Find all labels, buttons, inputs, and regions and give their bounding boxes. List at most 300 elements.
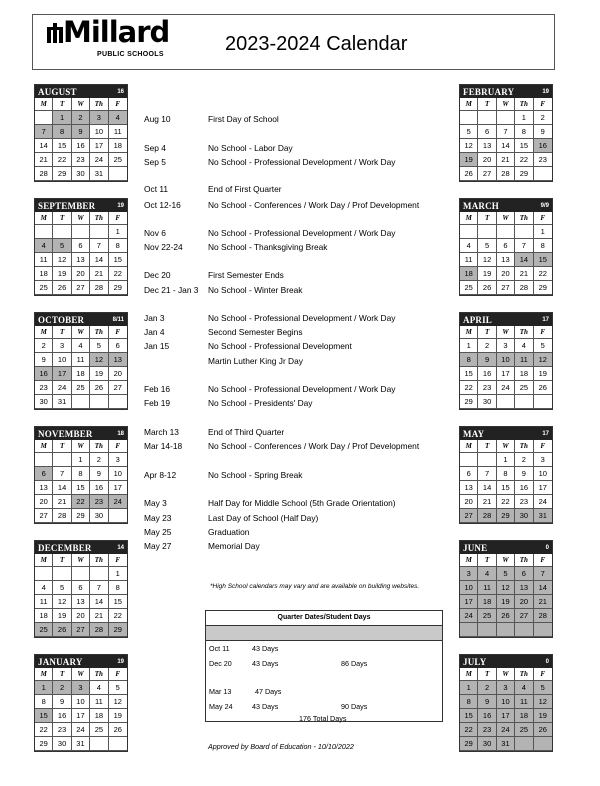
event-date: Sep 5 [144, 157, 166, 167]
day-cell: 4 [109, 111, 127, 125]
month-calendar-august [34, 84, 128, 182]
day-cell: 27 [72, 281, 90, 295]
day-cell [53, 453, 71, 467]
weekday-label: Th [515, 326, 533, 339]
month-calendar-february [459, 84, 553, 182]
day-cell: 28 [90, 623, 108, 637]
day-cell: 21 [53, 495, 71, 509]
day-cell: 24 [460, 609, 478, 623]
event-description: No School - Conferences / Work Day / Prof Development [208, 200, 420, 210]
day-cell [90, 225, 108, 239]
day-cell: 10 [460, 581, 478, 595]
day-cell: 27 [497, 281, 515, 295]
day-cell: 28 [478, 509, 496, 523]
day-cell: 3 [90, 111, 108, 125]
day-cell: 15 [497, 481, 515, 495]
day-cell: 29 [35, 737, 53, 751]
month-name: SEPTEMBER [38, 200, 96, 211]
day-cell [460, 111, 478, 125]
month-day-grid [460, 668, 552, 751]
logo-subtitle: PUBLIC SCHOOLS [97, 51, 164, 58]
weekday-label: F [534, 98, 552, 111]
day-cell: 26 [53, 281, 71, 295]
quarter-table-band [206, 626, 442, 641]
day-cell: 28 [497, 167, 515, 181]
day-cell: 17 [109, 481, 127, 495]
day-cell: 29 [109, 281, 127, 295]
day-cell: 14 [90, 595, 108, 609]
day-cell: 21 [497, 153, 515, 167]
day-cell: 11 [109, 125, 127, 139]
day-cell: 23 [478, 723, 496, 737]
day-cell [478, 623, 496, 637]
month-day-count: 17 [542, 430, 549, 437]
day-cell: 6 [72, 239, 90, 253]
day-cell: 19 [90, 367, 108, 381]
weekday-label: M [35, 668, 53, 681]
month-day-count: 17 [542, 316, 549, 323]
day-cell [72, 567, 90, 581]
day-cell: 3 [460, 567, 478, 581]
event-description: End of First Quarter [208, 184, 282, 194]
month-header [35, 541, 127, 554]
q3-days: 47 Days [255, 687, 282, 696]
day-cell: 14 [534, 581, 552, 595]
weekday-label: W [72, 98, 90, 111]
event-date: Feb 19 [144, 398, 171, 408]
day-cell: 10 [90, 125, 108, 139]
day-cell: 5 [109, 681, 127, 695]
weekday-label: M [460, 326, 478, 339]
page-title: 2023-2024 Calendar [225, 33, 408, 55]
day-cell: 1 [534, 225, 552, 239]
month-name: JUNE [463, 542, 488, 553]
weekday-label: M [35, 440, 53, 453]
day-cell: 19 [534, 367, 552, 381]
day-cell: 9 [53, 695, 71, 709]
day-cell [72, 225, 90, 239]
weekday-label: W [72, 668, 90, 681]
month-header [460, 427, 552, 440]
event-date: May 25 [144, 527, 172, 537]
day-cell: 20 [478, 153, 496, 167]
weekday-label: T [478, 554, 496, 567]
month-calendar-december [34, 540, 128, 638]
month-name: MAY [463, 428, 485, 439]
day-cell [72, 395, 90, 409]
day-cell: 22 [72, 495, 90, 509]
weekday-label: T [53, 326, 71, 339]
day-cell: 7 [90, 581, 108, 595]
day-cell: 25 [35, 281, 53, 295]
day-cell: 16 [515, 481, 533, 495]
day-cell: 11 [35, 253, 53, 267]
day-cell: 15 [515, 139, 533, 153]
day-cell: 11 [35, 595, 53, 609]
day-cell: 24 [90, 153, 108, 167]
weekday-label: M [460, 554, 478, 567]
month-day-count: 0 [545, 658, 549, 665]
weekday-label: W [72, 440, 90, 453]
day-cell: 31 [90, 167, 108, 181]
month-calendar-july [459, 654, 553, 752]
day-cell: 19 [478, 267, 496, 281]
day-cell: 12 [460, 139, 478, 153]
day-cell [534, 737, 552, 751]
semester2-days: 90 Days [341, 702, 368, 711]
day-cell: 30 [478, 737, 496, 751]
month-calendar-september [34, 198, 128, 296]
day-cell [534, 395, 552, 409]
day-cell: 2 [515, 453, 533, 467]
day-cell: 16 [478, 367, 496, 381]
day-cell: 7 [90, 239, 108, 253]
weekday-label: F [109, 668, 127, 681]
day-cell: 15 [109, 253, 127, 267]
day-cell: 8 [497, 467, 515, 481]
day-cell: 23 [515, 495, 533, 509]
day-cell: 19 [497, 595, 515, 609]
month-name: JANUARY [38, 656, 83, 667]
month-name: DECEMBER [38, 542, 92, 553]
weekday-label: M [460, 98, 478, 111]
month-header [35, 655, 127, 668]
weekday-label: F [109, 440, 127, 453]
day-cell: 29 [515, 167, 533, 181]
month-day-grid [35, 554, 127, 637]
day-cell: 6 [72, 581, 90, 595]
month-day-grid [460, 440, 552, 523]
day-cell: 25 [515, 381, 533, 395]
day-cell: 19 [460, 153, 478, 167]
day-cell: 23 [534, 153, 552, 167]
weekday-label: T [53, 212, 71, 225]
month-day-count: 14 [117, 544, 124, 551]
day-cell: 30 [72, 167, 90, 181]
day-cell: 22 [109, 267, 127, 281]
day-cell: 10 [109, 467, 127, 481]
day-cell: 5 [534, 681, 552, 695]
weekday-label: F [109, 554, 127, 567]
day-cell: 14 [90, 253, 108, 267]
day-cell: 22 [497, 495, 515, 509]
day-cell: 3 [534, 453, 552, 467]
event-description: No School - Winter Break [208, 285, 303, 295]
day-cell: 24 [497, 723, 515, 737]
day-cell: 27 [109, 381, 127, 395]
day-cell: 24 [497, 381, 515, 395]
day-cell: 17 [534, 481, 552, 495]
event-description: Martin Luther King Jr Day [208, 356, 303, 366]
day-cell: 10 [497, 695, 515, 709]
day-cell: 17 [53, 367, 71, 381]
day-cell: 25 [90, 723, 108, 737]
day-cell: 9 [90, 467, 108, 481]
weekday-label: F [534, 668, 552, 681]
day-cell: 2 [478, 339, 496, 353]
day-cell: 18 [35, 609, 53, 623]
day-cell: 8 [460, 353, 478, 367]
day-cell: 3 [72, 681, 90, 695]
month-name: MARCH [463, 200, 499, 211]
day-cell: 18 [90, 709, 108, 723]
event-date: Nov 22-24 [144, 242, 183, 252]
day-cell: 22 [53, 153, 71, 167]
day-cell [515, 623, 533, 637]
month-header [460, 655, 552, 668]
weekday-label: Th [90, 212, 108, 225]
month-day-count: 19 [542, 88, 549, 95]
day-cell: 17 [497, 367, 515, 381]
day-cell: 22 [35, 723, 53, 737]
event-date: Dec 20 [144, 270, 171, 280]
day-cell: 30 [35, 395, 53, 409]
day-cell: 21 [35, 153, 53, 167]
day-cell: 27 [72, 623, 90, 637]
day-cell: 24 [109, 495, 127, 509]
month-day-count: 9/9 [540, 202, 549, 209]
day-cell: 24 [53, 381, 71, 395]
day-cell: 28 [53, 509, 71, 523]
day-cell: 18 [72, 367, 90, 381]
q2-date: Dec 20 [209, 659, 232, 668]
month-name: NOVEMBER [38, 428, 93, 439]
day-cell: 21 [534, 595, 552, 609]
day-cell: 28 [35, 167, 53, 181]
day-cell: 1 [109, 567, 127, 581]
month-name: OCTOBER [38, 314, 85, 325]
day-cell: 13 [515, 581, 533, 595]
event-description: Half Day for Middle School (5th Grade Orientation) [208, 498, 396, 508]
month-day-grid [35, 440, 127, 523]
quarter-dates-table [205, 610, 443, 722]
q4-days: 43 Days [252, 702, 279, 711]
month-name: APRIL [463, 314, 493, 325]
month-header [35, 427, 127, 440]
day-cell [515, 395, 533, 409]
month-header [460, 85, 552, 98]
day-cell [497, 225, 515, 239]
event-date: March 13 [144, 427, 179, 437]
day-cell: 6 [515, 567, 533, 581]
day-cell: 9 [515, 467, 533, 481]
day-cell: 5 [534, 339, 552, 353]
event-description: No School - Spring Break [208, 470, 303, 480]
day-cell: 18 [109, 139, 127, 153]
month-calendar-may [459, 426, 553, 524]
day-cell: 4 [35, 239, 53, 253]
weekday-label: W [72, 212, 90, 225]
day-cell: 30 [53, 737, 71, 751]
day-cell: 15 [460, 367, 478, 381]
month-name: FEBRUARY [463, 86, 515, 97]
month-day-count: 0 [545, 544, 549, 551]
day-cell: 19 [534, 709, 552, 723]
weekday-label: W [72, 326, 90, 339]
month-calendar-june [459, 540, 553, 638]
event-description: No School - Presidents' Day [208, 398, 313, 408]
day-cell: 28 [515, 281, 533, 295]
day-cell: 8 [515, 125, 533, 139]
day-cell: 21 [90, 267, 108, 281]
day-cell: 29 [460, 395, 478, 409]
day-cell: 3 [109, 453, 127, 467]
weekday-label: W [497, 440, 515, 453]
month-day-grid [35, 98, 127, 181]
day-cell: 3 [497, 339, 515, 353]
day-cell: 13 [72, 253, 90, 267]
quarter-table-title: Quarter Dates/Student Days [206, 611, 442, 626]
month-day-count: 16 [117, 88, 124, 95]
weekday-label: F [534, 440, 552, 453]
day-cell [53, 567, 71, 581]
q1-date: Oct 11 [209, 644, 230, 653]
month-day-count: 19 [117, 202, 124, 209]
day-cell: 28 [90, 281, 108, 295]
event-description: No School - Professional Development / Work Day [208, 384, 396, 394]
day-cell: 18 [515, 367, 533, 381]
day-cell [109, 395, 127, 409]
day-cell [35, 453, 53, 467]
total-days: 176 Total Days [299, 714, 347, 723]
day-cell: 10 [53, 353, 71, 367]
event-description: End of Third Quarter [208, 427, 285, 437]
day-cell: 26 [460, 167, 478, 181]
day-cell: 22 [460, 381, 478, 395]
event-description: First Semester Ends [208, 270, 284, 280]
event-description: Second Semester Begins [208, 327, 303, 337]
day-cell: 13 [478, 139, 496, 153]
weekday-label: T [478, 668, 496, 681]
day-cell [460, 623, 478, 637]
day-cell: 7 [478, 467, 496, 481]
day-cell: 4 [515, 681, 533, 695]
day-cell: 12 [478, 253, 496, 267]
event-description: Last Day of School (Half Day) [208, 513, 319, 523]
day-cell: 1 [72, 453, 90, 467]
day-cell: 17 [72, 709, 90, 723]
day-cell: 8 [109, 239, 127, 253]
month-day-grid [460, 326, 552, 409]
day-cell: 15 [53, 139, 71, 153]
event-date: Aug 10 [144, 114, 171, 124]
day-cell: 11 [90, 695, 108, 709]
day-cell: 5 [53, 239, 71, 253]
day-cell: 25 [35, 623, 53, 637]
event-description: First Day of School [208, 114, 279, 124]
day-cell: 6 [478, 125, 496, 139]
day-cell: 26 [478, 281, 496, 295]
month-calendar-november [34, 426, 128, 524]
event-date: May 3 [144, 498, 167, 508]
weekday-label: W [497, 326, 515, 339]
day-cell [534, 167, 552, 181]
day-cell [478, 111, 496, 125]
day-cell: 4 [90, 681, 108, 695]
day-cell [53, 225, 71, 239]
event-description: Graduation [208, 527, 250, 537]
month-calendar-april [459, 312, 553, 410]
day-cell: 3 [497, 681, 515, 695]
day-cell: 23 [90, 495, 108, 509]
day-cell: 7 [35, 125, 53, 139]
day-cell: 11 [460, 253, 478, 267]
day-cell: 15 [109, 595, 127, 609]
month-name: AUGUST [38, 86, 77, 97]
district-logo [47, 15, 197, 65]
weekday-label: Th [90, 326, 108, 339]
day-cell: 27 [35, 509, 53, 523]
month-day-grid [35, 212, 127, 295]
day-cell: 24 [72, 723, 90, 737]
weekday-label: W [72, 554, 90, 567]
day-cell: 1 [460, 681, 478, 695]
month-calendar-march [459, 198, 553, 296]
day-cell [515, 737, 533, 751]
weekday-label: T [53, 440, 71, 453]
logo-wordmark: Millard [63, 15, 170, 49]
weekday-label: Th [515, 440, 533, 453]
day-cell: 4 [72, 339, 90, 353]
weekday-label: Th [515, 212, 533, 225]
day-cell: 1 [515, 111, 533, 125]
day-cell: 30 [515, 509, 533, 523]
day-cell: 19 [53, 609, 71, 623]
day-cell: 4 [478, 567, 496, 581]
day-cell [497, 111, 515, 125]
day-cell: 16 [478, 709, 496, 723]
day-cell: 15 [72, 481, 90, 495]
day-cell: 13 [497, 253, 515, 267]
day-cell: 14 [515, 253, 533, 267]
day-cell: 31 [497, 737, 515, 751]
day-cell: 14 [497, 139, 515, 153]
weekday-label: T [478, 98, 496, 111]
weekday-label: T [478, 212, 496, 225]
day-cell: 13 [72, 595, 90, 609]
day-cell: 12 [497, 581, 515, 595]
day-cell: 22 [534, 267, 552, 281]
day-cell: 27 [478, 167, 496, 181]
day-cell: 7 [497, 125, 515, 139]
day-cell: 6 [35, 467, 53, 481]
day-cell: 2 [35, 339, 53, 353]
day-cell: 21 [478, 495, 496, 509]
day-cell: 5 [53, 581, 71, 595]
day-cell [35, 111, 53, 125]
month-day-count: 8/11 [112, 316, 124, 323]
weekday-label: T [53, 668, 71, 681]
day-cell: 1 [53, 111, 71, 125]
day-cell: 9 [478, 695, 496, 709]
day-cell: 9 [478, 353, 496, 367]
weekday-label: F [534, 212, 552, 225]
day-cell: 29 [72, 509, 90, 523]
day-cell: 26 [497, 609, 515, 623]
month-calendar-january [34, 654, 128, 752]
day-cell: 14 [53, 481, 71, 495]
month-header [35, 199, 127, 212]
weekday-label: W [497, 98, 515, 111]
day-cell [109, 737, 127, 751]
event-date: Feb 16 [144, 384, 171, 394]
day-cell: 29 [460, 737, 478, 751]
day-cell: 4 [35, 581, 53, 595]
day-cell: 2 [72, 111, 90, 125]
day-cell: 11 [478, 581, 496, 595]
day-cell: 23 [53, 723, 71, 737]
day-cell [90, 395, 108, 409]
